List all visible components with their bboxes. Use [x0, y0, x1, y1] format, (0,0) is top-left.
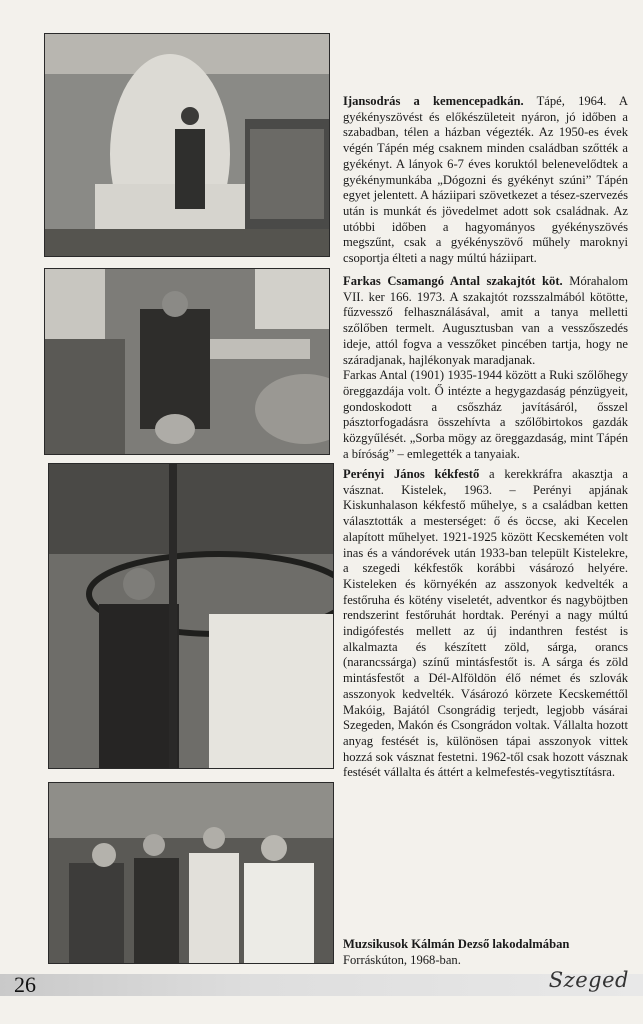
caption-3-title: Perényi János kékfestő — [343, 467, 480, 481]
caption-4 — [343, 937, 628, 968]
footer-site-name: Szeged — [548, 968, 629, 992]
caption-3-text: a kerekkráfra akasztja a vásznat. Kistelek, 1963. – Perényi apjának Kiskunhalason kékfestő műhelye, s a családban ketten választották a mesterséget: ő és öccse, aki Kecelen alapított műhelyet. 1921-1925 között Kecskeméten volt inas és a vándorévek után 1933-ban települt Kistelekre, a szegedi kékfestők korábbi vásározó helyére. Kisteleken és környékén az asszonyok kedvelték a festőruha és kötény viseletét, adventkor és nagyböjtben rendszerint festőruhát hordtak. Perényi a nagy múltú indigófestés mellett az új indanthren festést is alkalmazta és készített zöld, sárga, orancs (narancssárga) színű mintásfestőt is. A sárga és zöld mintásfestőt a Dél-Alföldön élő német és szlovák asszonyok kedvelték. Vásározó körzete Kecskeméttől Makóig, Bajától Csongrádig terjedt, legjobb vásárai Szegeden, Makón és Csongrádon voltak. Vállalta hozott anyag festését is, különösen tápai asszonyok vittek hozzá sok vásznat festetni. 1962-től csak hozott vásznak festését vállalta és áttért a kelmefestés-vegytisztításra. — [343, 467, 628, 780]
photo-woman-by-stove — [44, 33, 330, 257]
page-number: 26 — [14, 972, 36, 997]
caption-2 — [343, 274, 628, 462]
photo-wedding-musicians — [48, 782, 334, 964]
caption-3 — [343, 467, 628, 781]
photo-blue-dyer — [48, 463, 334, 769]
caption-1 — [343, 94, 628, 267]
footer-bar — [0, 974, 643, 996]
caption-2-text2: Farkas Antal (1901) 1935-1944 között a Ruki szőlőhegy öreggazdája volt. Ő intézte a hegygazdaság pénzügyeit, gondoskodott a csőszház javításáról, ősszel pásztorfogadásra összehívta a szőlőbirtokos gazdák közgyűlését. „Sorba mögy az öreggazdaság, mint Tápén a bíróság” – emlegették a tanyaiak. — [343, 368, 628, 461]
caption-1-text: Tápé, 1964. A gyékényszövést és előkészületeit nyáron, jó időben a szabadban, télen a házban végezték. Az 1950-es évek végén Tápén még csaknem minden családban szőtték a gyékényt. A lányok 6-7 éves koruktól belenevelődtek a gyékénymunkába „Dógozni és gyékényt szúni” Tápén egyet jelentett. A háziipari szövetkezet a tésez-szervezés után is munkát és jövedelmet adott sok családnak. Az utóbbi időben a hagyományos gyékényszövés megszűnt, csak a gyékényszövő műhely maroknyi csoportja élteti a nagy múltú háziipart. — [343, 94, 628, 266]
caption-4-title: Muzsikusok Kálmán Dezső lakodalmában — [343, 937, 570, 951]
caption-4-text: Forráskúton, 1968-ban. — [343, 952, 461, 967]
caption-2-text: Mórahalom VII. ker 166. 1973. A szakajtót rozsszalmából kötötte, fűzvessző felhasználásával, amit a tanya melletti szőlőben termelt. Augusztusban van a vesszőszedés ideje, attól fogva a vesszőket pincében tartja, hogy ne száradjanak, hajlékonyak maradjanak. — [343, 274, 628, 367]
caption-1-title: Ijansodrás a kemencepadkán. — [343, 94, 524, 108]
caption-2-title: Farkas Csamangó Antal szakajtót köt. — [343, 274, 563, 288]
photo-man-weaving-basket — [44, 268, 330, 455]
